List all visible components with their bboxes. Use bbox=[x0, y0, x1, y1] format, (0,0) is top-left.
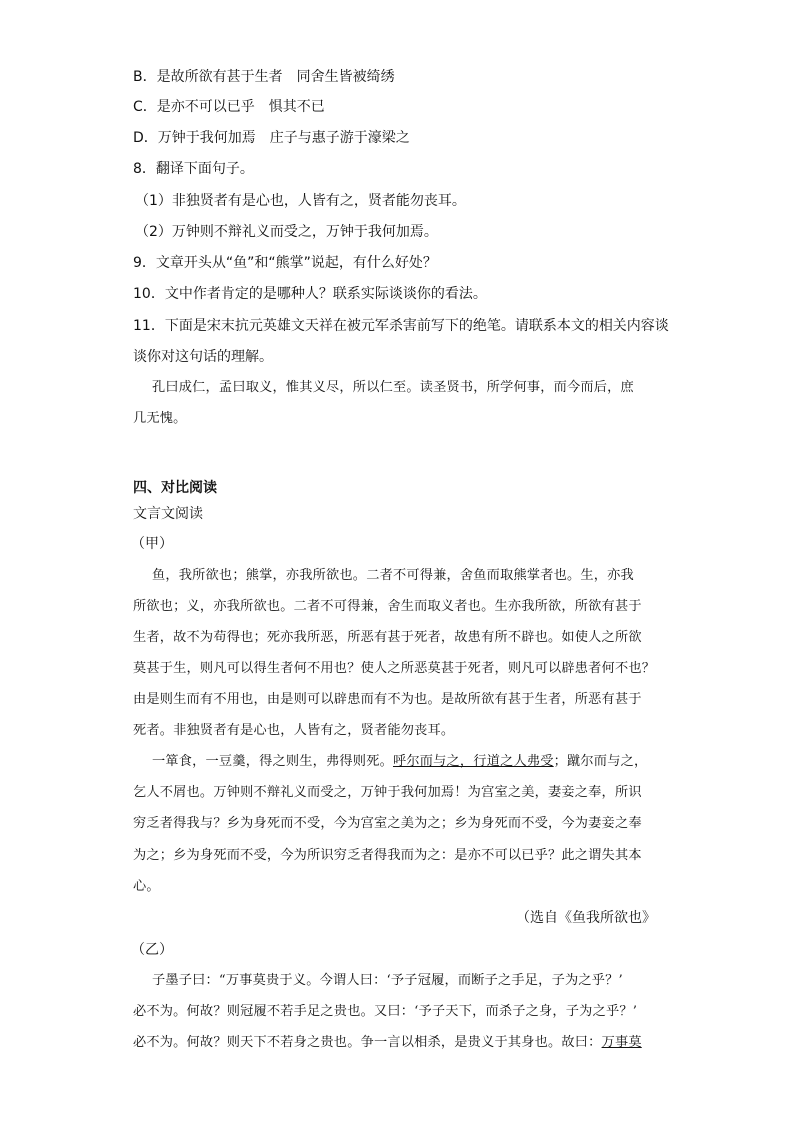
passage-jia-line: 心。 bbox=[133, 879, 160, 894]
passage-jia-paragraph-2-line-1 bbox=[152, 752, 647, 772]
passage-jia-source: （选自《鱼我所欲也》 bbox=[516, 910, 656, 926]
underlined-phrase: 万事莫 bbox=[601, 1035, 642, 1050]
question-8-title: 8．翻译下面句子。 bbox=[133, 161, 254, 177]
passage-jia-line: 由是则生而有不用也，由是则可以辟患而有不为也。是故所欲有甚于生者，所恶有甚于 bbox=[133, 692, 642, 707]
underlined-sentence: 呼尔而与之，行道之人弗受 bbox=[392, 754, 554, 769]
passage-jia-label: （甲） bbox=[131, 536, 173, 552]
option-c: C．是亦不可以已乎 惧其不已 bbox=[133, 99, 325, 115]
option-d: D．万钟于我何加焉 庄子与惠子游于濠梁之 bbox=[133, 130, 410, 146]
section-4-subtitle: 文言文阅读 bbox=[133, 506, 203, 522]
question-9: 9．文章开头从“鱼”和“熊掌”说起，有什么好处？ bbox=[133, 255, 437, 271]
passage-yi-line: 子墨子曰：“万事莫贵于义。今谓人曰：‘予子冠履，而断子之手足，子为之乎？’ bbox=[152, 973, 623, 988]
passage-yi-last-line bbox=[133, 1033, 642, 1053]
passage-jia-line: 为之；乡为身死而不受，今为所识穷乏者得我而为之：是亦不可以已乎？此之谓失其本 bbox=[133, 848, 642, 863]
passage-jia-text: 一箪食，一豆羹，得之则生，弗得则死。 bbox=[152, 754, 393, 769]
passage-jia-line: 鱼，我所欲也；熊掌，亦我所欲也。二者不可得兼，舍鱼而取熊掌者也。生，亦我 bbox=[152, 568, 634, 583]
passage-jia-line: 生者，故不为苟得也；死亦我所恶，所恶有甚于死者，故患有所不辟也。如使人之所欲 bbox=[133, 630, 642, 645]
quote-line-2: 几无愧。 bbox=[133, 411, 187, 426]
passage-yi-line: 必不为。何故？则冠履不若手足之贵也。又曰：‘予子天下，而杀子之身，子为之乎？’ bbox=[133, 1004, 638, 1019]
passage-jia-line: 莫甚于生，则凡可以得生者何不用也？使人之所恶莫甚于死者，则凡可以辟患者何不也？ bbox=[133, 661, 656, 676]
question-11-line-2: 谈你对这句话的理解。 bbox=[133, 349, 273, 365]
passage-jia-line: 乞人不屑也。万钟则不辩礼义而受之，万钟于我何加焉！为宫室之美，妻妾之奉，所识 bbox=[133, 785, 642, 800]
passage-yi-label: （乙） bbox=[131, 942, 173, 958]
question-10: 10．文中作者肯定的是哪种人？联系实际谈谈你的看法。 bbox=[133, 286, 487, 302]
question-11-line-1: 11．下面是宋末抗元英雄文天祥在被元军杀害前写下的绝笔。请联系本文的相关内容谈 bbox=[133, 318, 669, 334]
passage-jia-line: 死者。非独贤者有是心也，人皆有之，贤者能勿丧耳。 bbox=[133, 723, 455, 738]
passage-yi-text: 必不为。何故？则天下不若身之贵也。争一言以相杀，是贵义于其身也。故曰： bbox=[133, 1035, 602, 1050]
quote-line-1: 孔曰成仁，孟曰取义，惟其义尽，所以仁至。读圣贤书，所学何事，而今而后，庶 bbox=[152, 380, 634, 395]
question-8-sentence-1: （1）非独贤者有是心也，人皆有之，贤者能勿丧耳。 bbox=[135, 193, 466, 209]
option-b: B．是故所欲有甚于生者 同舍生皆被绮绣 bbox=[133, 69, 395, 85]
section-4-title: 四、对比阅读 bbox=[133, 480, 217, 496]
question-8-sentence-2: （2）万钟则不辩礼义而受之，万钟于我何加焉。 bbox=[135, 224, 438, 240]
passage-jia-line: 穷乏者得我与？乡为身死而不受，今为宫室之美为之；乡为身死而不受，今为妻妾之奉 bbox=[133, 816, 642, 831]
passage-jia-line: 所欲也；义，亦我所欲也。二者不可得兼，舍生而取义者也。生亦我所欲，所欲有甚于 bbox=[133, 599, 642, 614]
passage-jia-text: ；蹴尔而与之， bbox=[553, 754, 648, 769]
